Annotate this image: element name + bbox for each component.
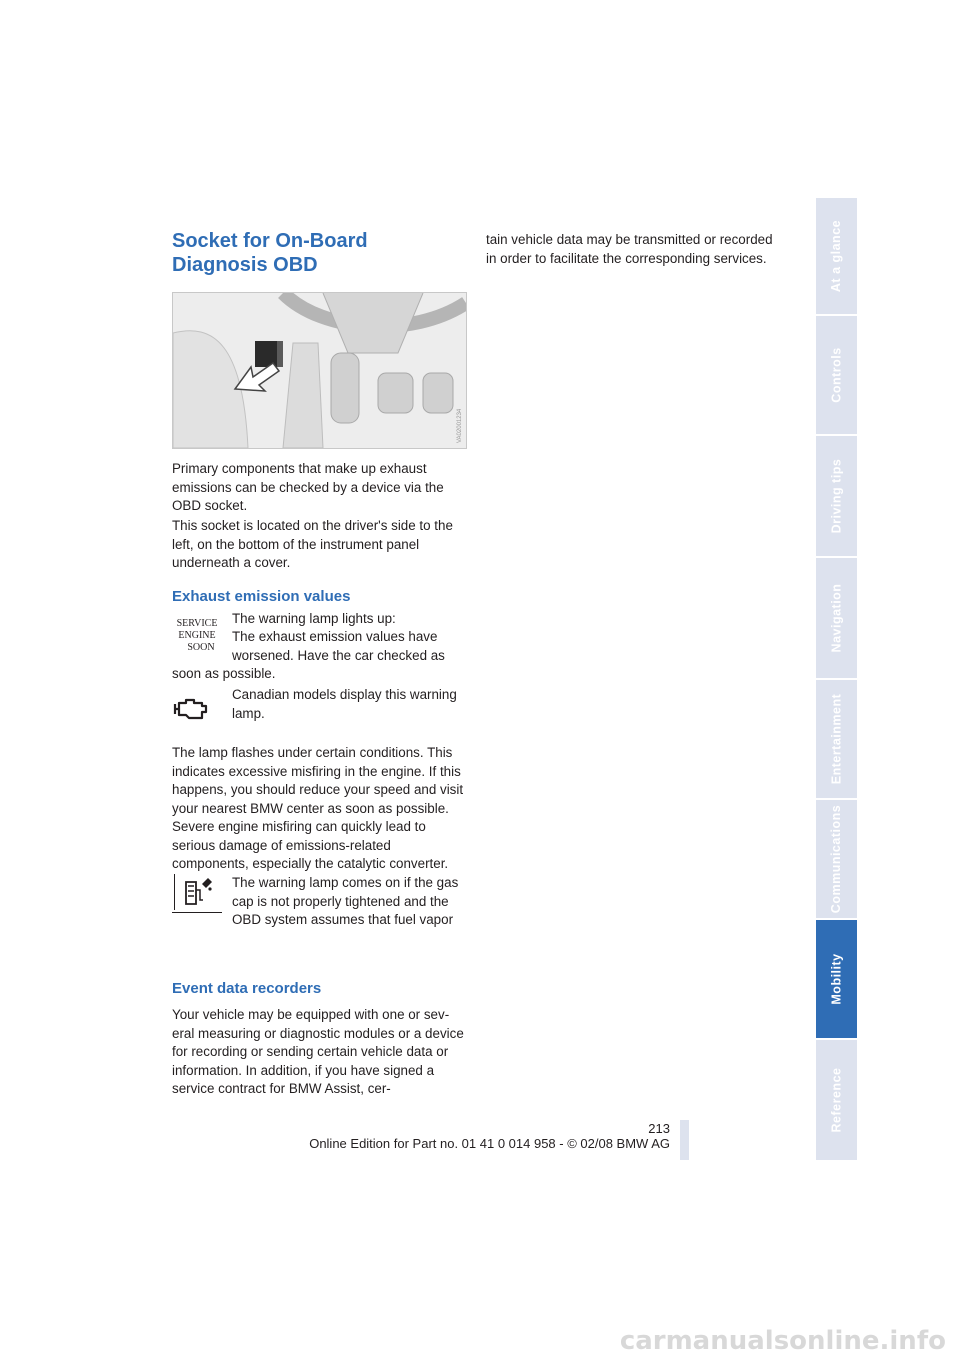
- edition-line: Online Edition for Part no. 01 41 0 014 958 - © 02/08 BMW AG: [309, 1136, 670, 1151]
- tab-communications[interactable]: [816, 800, 857, 920]
- tab-label: Communications: [829, 804, 844, 914]
- chapter-tabs: [816, 198, 857, 1160]
- tab-label: Controls: [829, 347, 844, 403]
- service-engine-soon-icon: [171, 614, 223, 658]
- svg-text:SOON: SOON: [187, 642, 215, 653]
- gas-cap-note-icon: [172, 872, 222, 913]
- tab-label: Entertainment: [829, 693, 844, 785]
- check-engine-icon: [172, 696, 212, 722]
- tab-at-a-glance[interactable]: [816, 198, 857, 316]
- obd-socket-figure: [172, 292, 467, 449]
- event-text-col1: Your vehicle may be equipped with one or sev-eral measuring or diagnostic modules or a device for recording or sending certain vehicle data or information. In addition, if you have signed a service contract for BMW Assist, cer-: [172, 1007, 464, 1096]
- tab-reference[interactable]: [816, 1040, 857, 1162]
- tab-navigation[interactable]: [816, 558, 857, 680]
- footer-bar: [680, 1120, 689, 1160]
- canadian-models-text: Canadian models display this warning lamp.: [232, 687, 457, 721]
- event-text-col2: tain vehicle data may be transmitted or recorded in order to facilitate the corresponding services.: [486, 232, 773, 266]
- intro-paragraph-2: This socket is located on the driver's side to the left, on the bottom of the instrument panel underneath a cover.: [172, 518, 453, 570]
- tab-label: At a glance: [829, 219, 844, 293]
- tab-mobility[interactable]: [816, 920, 857, 1040]
- svg-text:ENGINE: ENGINE: [178, 630, 216, 641]
- tab-label: Navigation: [829, 583, 844, 653]
- lamp-worsened-text: The exhaust emission values have worsened. Have the car checked as: [232, 629, 445, 663]
- lamp-lights-up-text: The warning lamp lights up:: [232, 611, 396, 626]
- tab-label: Mobility: [829, 953, 844, 1005]
- exhaust-heading: Exhaust emission values: [172, 588, 351, 605]
- page-title-line1: Socket for On-Board: [172, 230, 368, 252]
- tab-controls[interactable]: [816, 316, 857, 436]
- svg-text:SERVICE: SERVICE: [176, 618, 218, 629]
- page-title: [172, 229, 472, 277]
- page-title-line2: Diagnosis OBD: [172, 254, 318, 276]
- lamp-flash-text: The lamp flashes under certain conditions. This indicates excessive misfiring in the engine. If this happens, you should reduce your speed and visit your nearest BMW center as soon as possible. Severe engine misfiring can quickly lead to serious damage of emissions-related components, especially the catalytic converter.: [172, 745, 464, 871]
- figure-code: VA02001234: [457, 408, 463, 443]
- obd-socket-illustration: [173, 293, 466, 448]
- lamp-worsened-text-part: [232, 628, 464, 665]
- watermark: carmanualsonline.info: [619, 1326, 946, 1356]
- tab-label: Driving tips: [829, 458, 844, 534]
- tab-driving-tips[interactable]: [816, 436, 857, 558]
- event-heading: Event data recorders: [172, 980, 322, 997]
- gascap-text-box: [232, 874, 464, 930]
- lamp-worsened-tail: soon as possible.: [172, 666, 276, 681]
- gascap-text: The warning lamp comes on if the gas cap is not properly tightened and the OBD system assumes that fuel vapor: [232, 875, 459, 927]
- tab-entertainment[interactable]: [816, 680, 857, 800]
- page-number: 213: [648, 1121, 670, 1136]
- intro-paragraph-1: Primary components that make up exhaust emissions can be checked by a device via the OBD socket.: [172, 461, 444, 513]
- tab-label: Reference: [829, 1067, 844, 1133]
